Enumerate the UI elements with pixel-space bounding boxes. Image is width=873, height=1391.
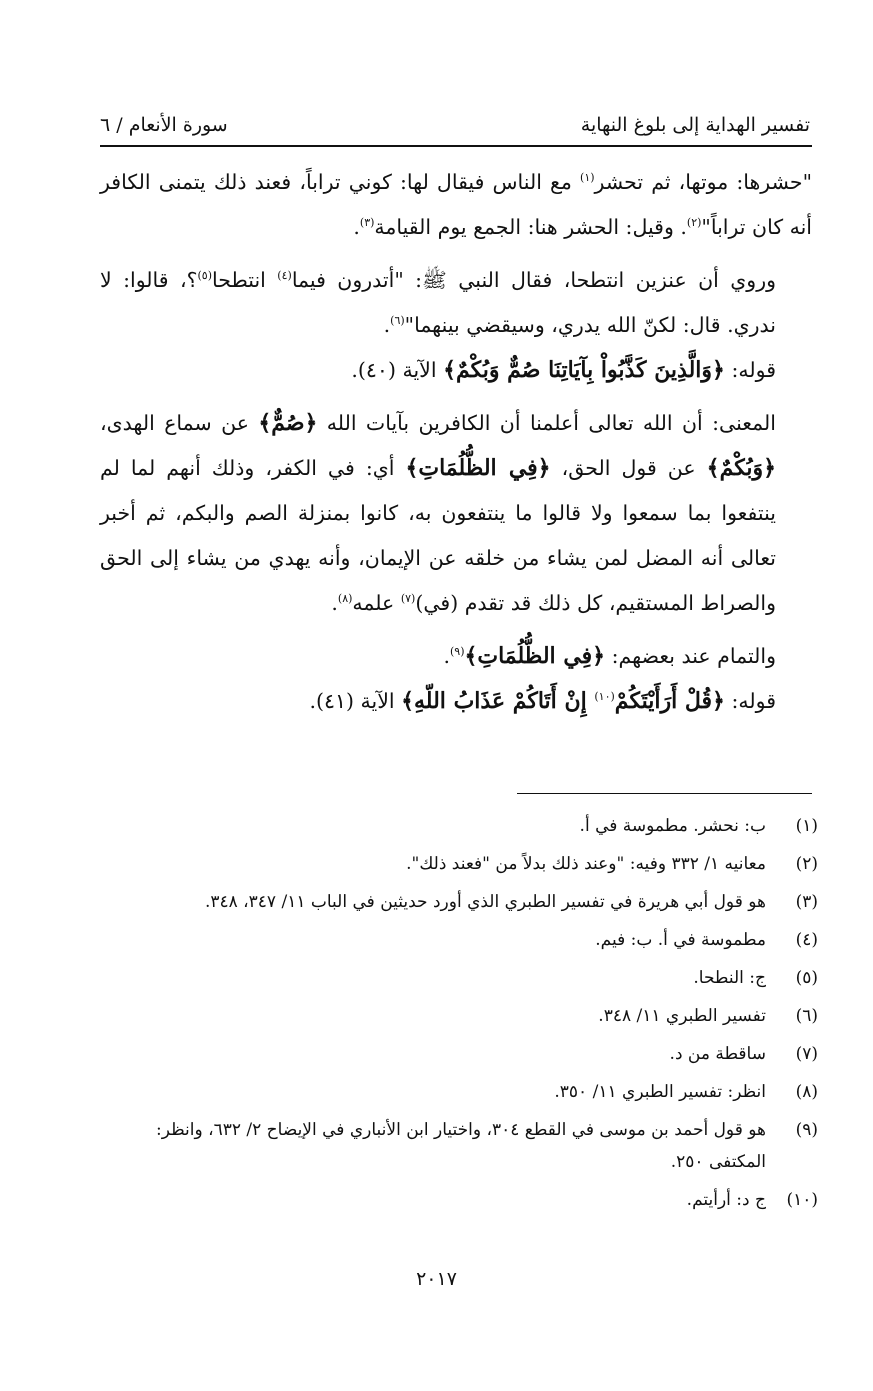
quran-verse-41-part1: ﴿قُلْ أَرَأَيْتَكُمْ	[614, 688, 725, 714]
footnote-ref-3[interactable]: (٣)	[359, 216, 375, 230]
footnote-item: (٣) هو قول أبي هريرة في تفسير الطبري الذي أورد حديثين في الباب ١١/ ٣٤٧، ٣٤٨.	[204, 892, 818, 912]
footnote-item: (٥) ج: النطحا.	[693, 968, 818, 988]
quran-verse-40: ﴿وَالَّذِينَ كَذَّبُواْ بِآيَاتِنَا صُمٌّ وَبُكْمٌ﴾	[443, 357, 725, 383]
footnotes	[100, 810, 818, 1222]
quran-word-darkness: ﴿فِي الظُّلُمَاتِ﴾	[405, 455, 551, 481]
header-divider	[100, 145, 812, 147]
page-number: ٢٠١٧	[416, 1268, 457, 1290]
footnote-ref-6[interactable]: (٦)	[390, 314, 405, 328]
footnote-ref-8[interactable]: (٨)	[337, 592, 353, 606]
surah-label: سورة الأنعام / ٦	[100, 114, 228, 136]
running-header	[100, 108, 810, 142]
footnote-ref-1[interactable]: (١)	[580, 171, 595, 185]
footnote-item: (١٠) ج د: أرأيتم.	[686, 1190, 818, 1210]
quran-word-dumb: ﴿وَبُكْمٌ﴾	[706, 455, 776, 481]
footnote-item: (٤) مطموسة في أ. ب: فيم.	[595, 930, 818, 950]
footnote-item: (٨) انظر: تفسير الطبري ١١/ ٣٥٠.	[554, 1082, 818, 1102]
footnote-item: (٢) معانيه ١/ ٣٣٢ وفيه: "وعند ذلك بدلاً من "فعند ذلك".	[406, 854, 818, 874]
paragraph-3: قوله: ﴿وَالَّذِينَ كَذَّبُواْ بِآيَاتِنَا صُمٌّ وَبُكْمٌ﴾ الآية (٤٠).	[351, 357, 776, 383]
footnote-ref-9[interactable]: (٩)	[449, 645, 465, 659]
footnote-ref-5[interactable]: (٥)	[197, 269, 212, 283]
footnote-item: (٩) هو قول أحمد بن موسى في القطع ٣٠٤، واختيار ابن الأنباري في الإيضاح ٢/ ٦٣٢، وانظر: المكتفى ٢٥٠.	[155, 1120, 818, 1172]
main-text	[100, 160, 812, 724]
paragraph-2: وروي أن عنزين انتطحا، فقال النبي ﷺ: "أتدرون فيما$^{(٤)}$ انتطحا$^{(٥)}$؟، قالوا: لا ندري. قال: لكنّ الله يدري، وسيقضي بينهما"$^{(٦)}$.	[100, 268, 776, 337]
paragraph-4: المعنى: أن الله تعالى أعلمنا أن الكافرين بآيات الله ﴿صُمٌّ﴾ عن سماع الهدى، ﴿وَبُكْمٌ﴾ عن قول الحق، ﴿فِي الظُّلُمَاتِ﴾ أي: في الكفر، وذلك أنهم لما لم ينتفعوا بما سمعوا ولا قالوا ما ينتفعون به، كانوا بمنزلة الصم والبكم، ثم أخبر تعالى أنه المضل لمن يشاء من خلقه عن الإيمان، وأنه يهدي من يشاء إلى الحق والصراط المستقيم، كل ذلك قد تقدم (في)$^{(٧)}$ علمه$^{(٨)}$.	[100, 410, 776, 615]
quran-word-deaf: ﴿صُمٌّ﴾	[258, 410, 318, 436]
paragraph-6: قوله: ﴿قُلْ أَرَأَيْتَكُمْ$^{(١٠)}$ إِنْ أَتَاكُمْ عَذَابُ اللّهِ﴾ الآية (٤١).	[309, 688, 776, 714]
book-title: تفسير الهداية إلى بلوغ النهاية	[580, 114, 810, 136]
quran-word-darkness-2: ﴿فِي الظُّلُمَاتِ﴾	[464, 643, 606, 669]
footnote-ref-10[interactable]: (١٠)	[594, 690, 615, 704]
footnote-item: (٦) تفسير الطبري ١١/ ٣٤٨.	[598, 1006, 818, 1026]
footnote-ref-2[interactable]: (٢)	[686, 216, 702, 230]
quran-verse-41-part2: إِنْ أَتَاكُمْ عَذَابُ اللّهِ﴾	[401, 688, 595, 714]
footnote-divider	[517, 793, 812, 794]
footnote-ref-7[interactable]: (٧)	[400, 592, 416, 606]
footnote-item: (٧) ساقطة من د.	[669, 1044, 818, 1064]
paragraph-1: "حشرها: موتها، ثم تحشر$^{(١)}$ مع الناس فيقال لها: كوني تراباً، فعند ذلك يتمنى الكافر أنه كان تراباً"$^{(٢)}$. وقيل: الحشر هنا: الجمع يوم القيامة$^{(٣)}$.	[100, 170, 812, 239]
footnote-item: (١) ب: نحشر. مطموسة في أ.	[579, 816, 818, 836]
footnote-ref-4[interactable]: (٤)	[277, 269, 292, 283]
paragraph-5: والتمام عند بعضهم: ﴿فِي الظُّلُمَاتِ﴾$^{(٩)}$.	[443, 643, 776, 669]
